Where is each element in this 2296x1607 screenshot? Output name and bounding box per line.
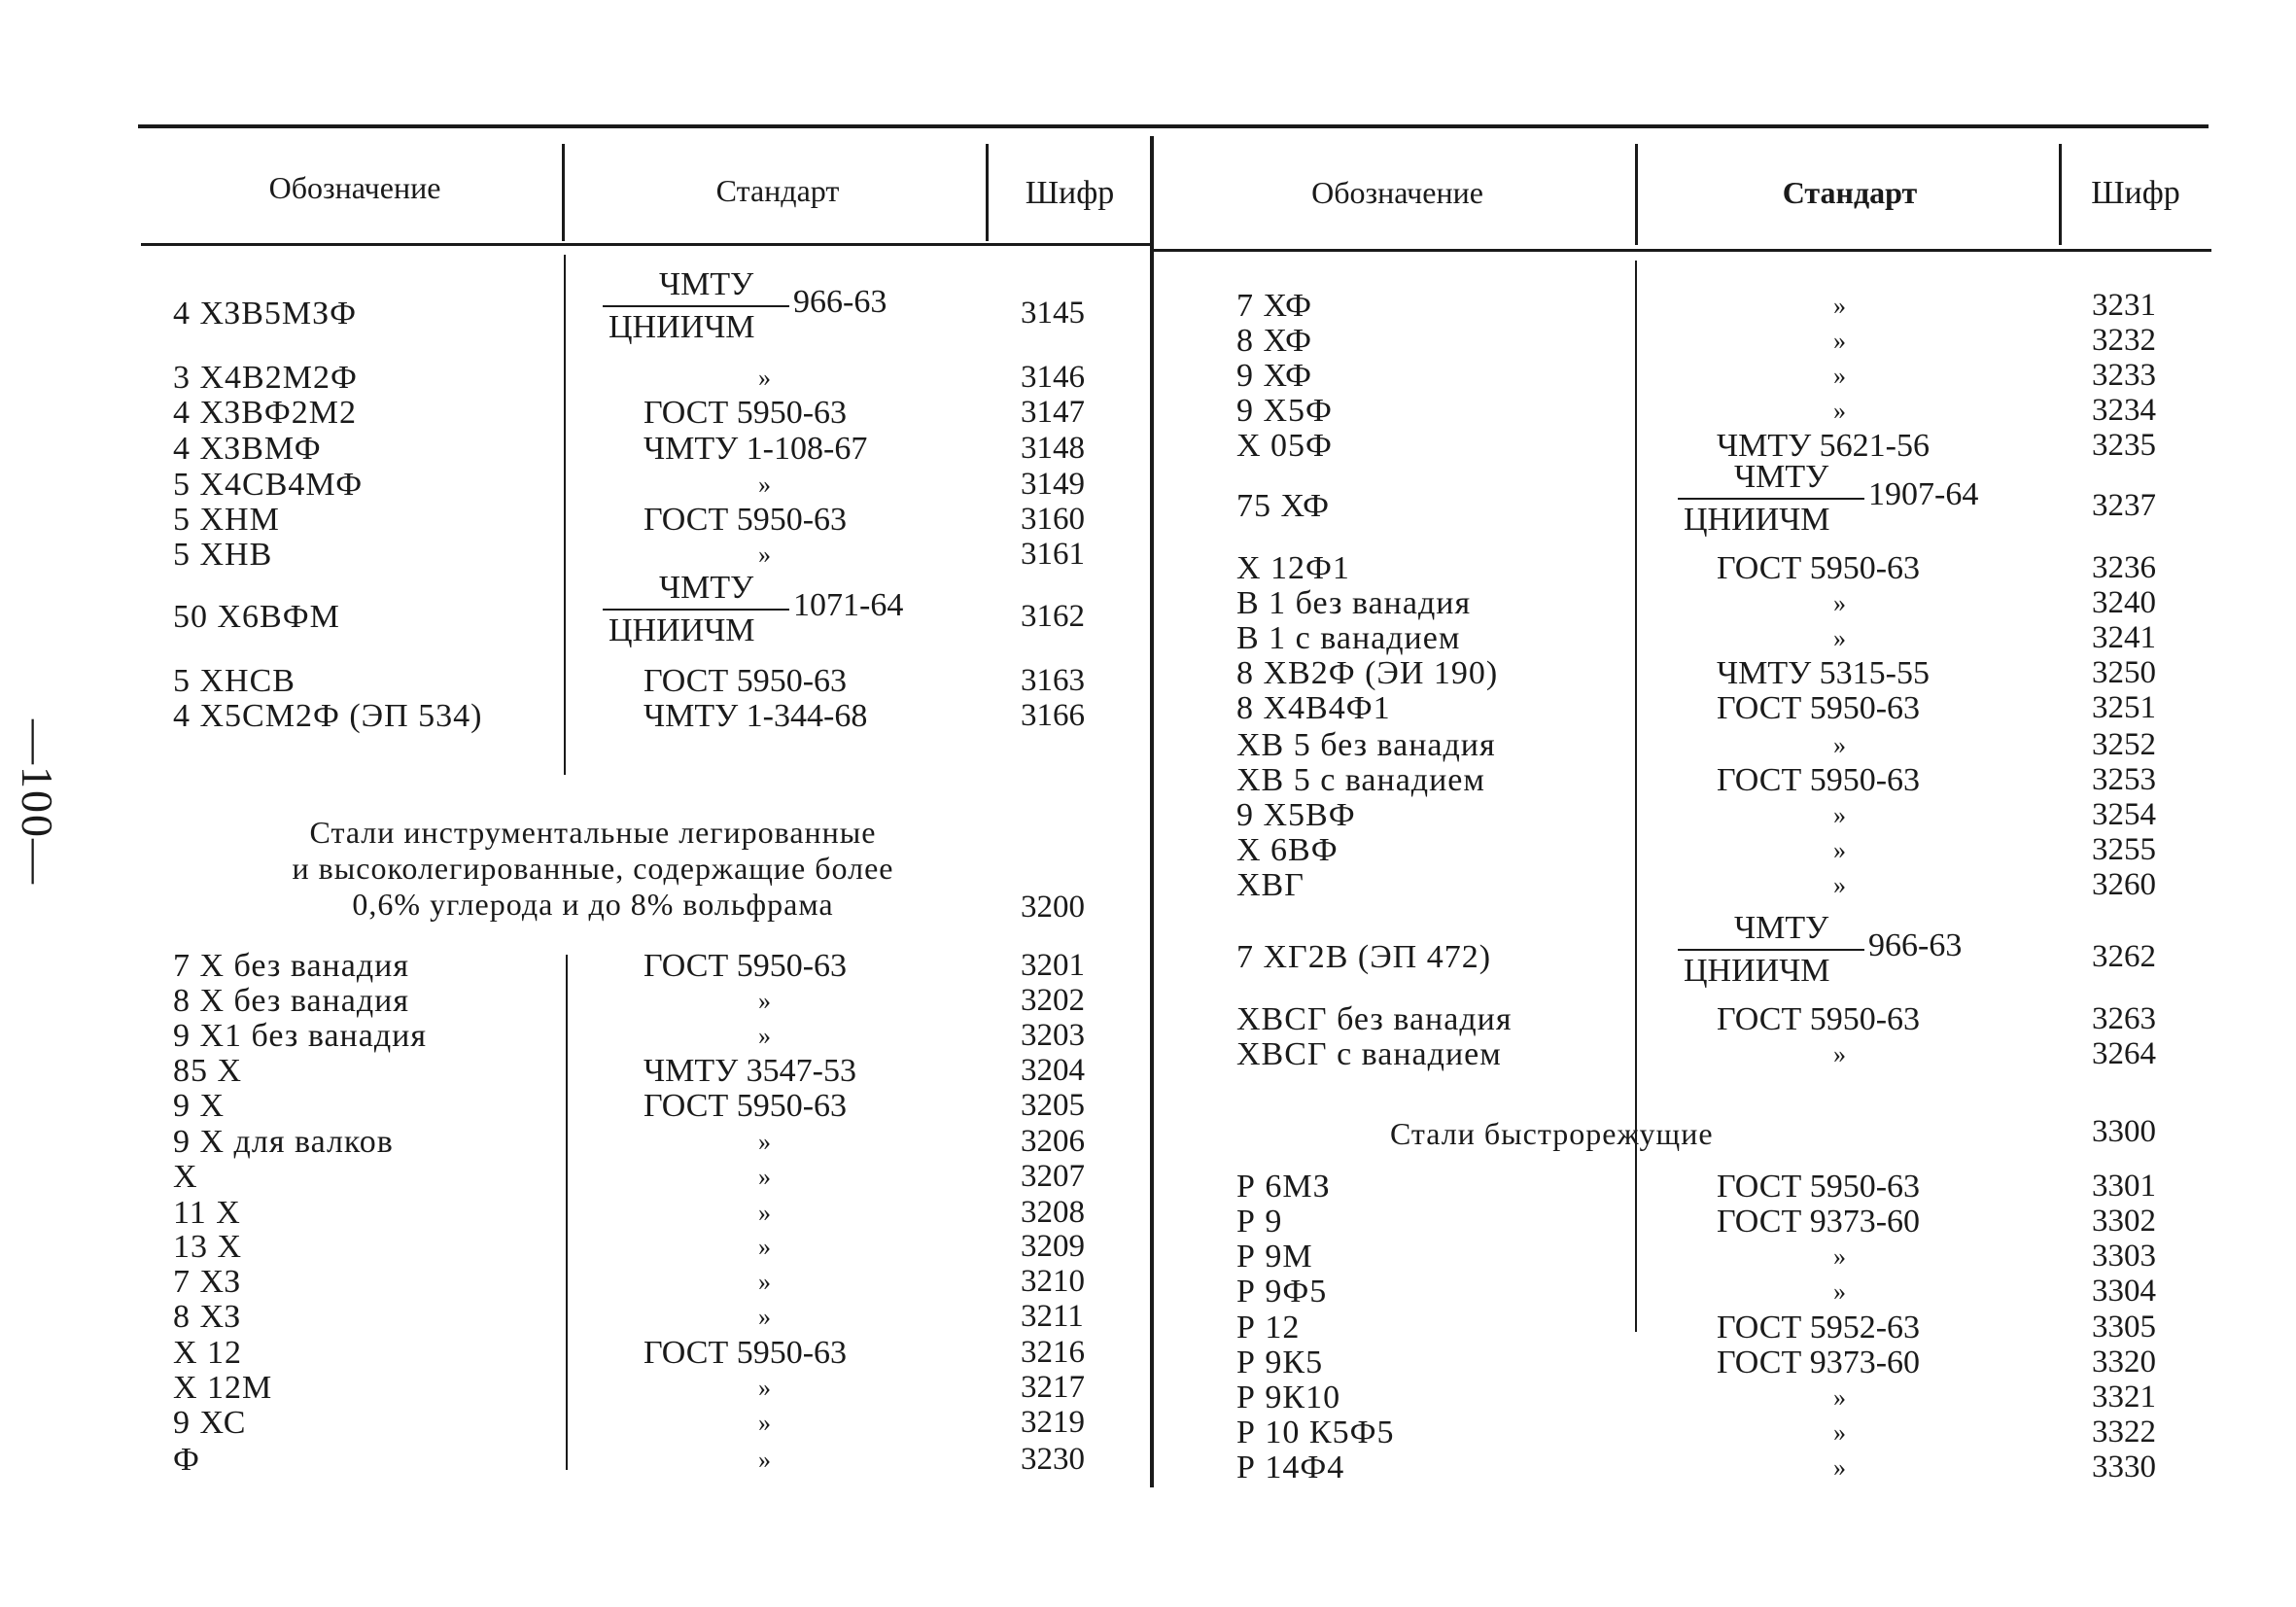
code: 3207: [1021, 1159, 1085, 1194]
standard: ГОСТ 5950-63: [644, 1335, 848, 1371]
ditto-mark: »: [758, 1446, 771, 1474]
code: 3252: [2092, 727, 2156, 762]
code: 3231: [2092, 288, 2156, 323]
header-designation: Обозначение: [268, 170, 441, 205]
code: 3301: [2092, 1169, 2156, 1204]
designation: Р 12: [1236, 1310, 1301, 1345]
fraction-bar: [1678, 949, 1864, 951]
designation: Х 05Ф: [1236, 428, 1333, 464]
code: 3240: [2092, 585, 2156, 620]
standard: ГОСТ 5952-63: [1717, 1310, 1921, 1345]
code: 3232: [2092, 323, 2156, 358]
code: 3236: [2092, 550, 2156, 585]
ditto-mark: »: [758, 987, 771, 1015]
page-number: —100—: [13, 719, 62, 886]
designation: 5 ХНВ: [173, 537, 273, 573]
ditto-mark: »: [1833, 1040, 1846, 1068]
code: 3163: [1021, 663, 1085, 698]
ditto-mark: »: [1833, 801, 1846, 829]
designation: 8 ХЗ: [173, 1299, 242, 1335]
ditto-mark: »: [1833, 589, 1846, 617]
standard: ГОСТ 9373-60: [1717, 1345, 1921, 1380]
column-divider: [2059, 144, 2062, 245]
standard: ГОСТ 5950-63: [644, 502, 848, 538]
fraction-bar: [1678, 498, 1864, 500]
ditto-mark: »: [1833, 624, 1846, 652]
designation: 7 ХЗ: [173, 1264, 242, 1300]
fraction-denominator: ЦНИИЧМ: [1684, 953, 1830, 989]
standard: ГОСТ 5950-63: [644, 395, 848, 431]
designation: 5 Х4СВ4МФ: [173, 467, 364, 503]
designation: 9 ХФ: [1236, 358, 1312, 394]
fraction-numerator: ЧМТУ: [1734, 459, 1829, 495]
fraction-bar: [603, 609, 789, 611]
fraction-numerator: ЧМТУ: [1734, 910, 1829, 946]
designation: 85 Х: [173, 1053, 243, 1089]
code: 3262: [2092, 939, 2156, 974]
designation: 3 Х4В2М2Ф: [173, 360, 358, 396]
designation: Р 9М: [1236, 1239, 1313, 1275]
code: 3211: [1021, 1299, 1084, 1334]
fraction-number: 1071-64: [793, 587, 904, 623]
fraction-denominator: ЦНИИЧМ: [1684, 502, 1830, 538]
section-heading-line: Стали инструментальные легированные: [309, 815, 877, 850]
designation: Р 9К10: [1236, 1380, 1341, 1415]
ditto-mark: »: [1833, 397, 1846, 425]
standard: ГОСТ 5950-63: [644, 948, 848, 984]
code: 3203: [1021, 1018, 1085, 1053]
code: 3146: [1021, 360, 1085, 395]
section-heading: Стали быстрорежущие: [1390, 1116, 1714, 1151]
header-code: Шифр: [2091, 175, 2180, 211]
standard: ГОСТ 5950-63: [1717, 1169, 1921, 1205]
ditto-mark: »: [1833, 836, 1846, 864]
standard-fraction: [603, 266, 914, 348]
code: 3263: [2092, 1001, 2156, 1036]
designation: Х 12: [173, 1335, 243, 1371]
designation: 9 ХС: [173, 1405, 247, 1441]
standard: ГОСТ 5950-63: [1717, 762, 1921, 798]
fraction-number: 966-63: [793, 284, 887, 320]
section-heading: [224, 815, 962, 923]
designation: 8 ХФ: [1236, 323, 1312, 359]
designation: 4 ХЗВФ2М2: [173, 395, 358, 431]
code: 3254: [2092, 797, 2156, 832]
designation: 4 ХЗВ5МЗФ: [173, 296, 358, 332]
designation: 4 Х5СМ2Ф (ЭП 534): [173, 698, 483, 734]
top-rule: [138, 124, 2209, 128]
code: 3162: [1021, 599, 1085, 634]
designation: Х: [173, 1159, 198, 1195]
code: 3208: [1021, 1195, 1085, 1230]
ditto-mark: »: [758, 364, 771, 392]
designation: Х 12М: [173, 1370, 273, 1406]
code: 3235: [2092, 428, 2156, 463]
designation: 13 Х: [173, 1229, 243, 1265]
ditto-mark: »: [758, 1163, 771, 1191]
standard: ГОСТ 5950-63: [644, 1088, 848, 1124]
ditto-mark: »: [758, 471, 771, 499]
header-rule-right: [1152, 249, 2211, 252]
fraction-bar: [603, 305, 789, 307]
standard: ЧМТУ 5621-56: [1717, 428, 1930, 464]
ditto-mark: »: [1833, 1277, 1846, 1306]
designation: Р 14Ф4: [1236, 1450, 1345, 1485]
ditto-mark: »: [758, 1303, 771, 1331]
designation: Ф: [173, 1442, 200, 1478]
standard: ЧМТУ 3547-53: [644, 1053, 856, 1089]
code: 3233: [2092, 358, 2156, 393]
code: 3205: [1021, 1088, 1085, 1123]
code: 3303: [2092, 1239, 2156, 1274]
standard-fraction: [1678, 459, 1989, 541]
designation: Х 6ВФ: [1236, 832, 1339, 868]
standard-fraction: [603, 570, 914, 651]
ditto-mark: »: [1833, 871, 1846, 899]
ditto-mark: »: [758, 1022, 771, 1050]
designation: 7 Х без ванадия: [173, 948, 409, 984]
section-heading-line: 0,6% углерода и до 8% вольфрама: [352, 887, 834, 922]
code: 3330: [2092, 1450, 2156, 1485]
column-divider: [564, 255, 566, 775]
ditto-mark: »: [758, 1409, 771, 1437]
standard: ЧМТУ 1-108-67: [644, 431, 868, 467]
code: 3264: [2092, 1036, 2156, 1071]
designation: 5 ХНСВ: [173, 663, 296, 699]
designation: ХВСГ с ванадием: [1236, 1036, 1502, 1072]
standard: ГОСТ 5950-63: [1717, 1001, 1921, 1037]
standard: ГОСТ 5950-63: [644, 663, 848, 699]
column-divider: [566, 955, 568, 1470]
standard: ГОСТ 9373-60: [1717, 1204, 1921, 1240]
designation: В 1 с ванадием: [1236, 620, 1461, 656]
code: 3302: [2092, 1204, 2156, 1239]
designation: Р 10 К5Ф5: [1236, 1415, 1395, 1450]
designation: 8 Х4В4Ф1: [1236, 690, 1391, 726]
ditto-mark: »: [1833, 292, 1846, 320]
code: 3145: [1021, 296, 1085, 331]
ditto-mark: »: [758, 1374, 771, 1402]
header-rule-left: [141, 243, 1152, 246]
ditto-mark: »: [1833, 1242, 1846, 1271]
code: 3255: [2092, 832, 2156, 867]
designation: ХВГ: [1236, 867, 1305, 903]
designation: В 1 без ванадия: [1236, 585, 1472, 621]
code: 3160: [1021, 502, 1085, 537]
designation: 9 Х для валков: [173, 1124, 394, 1160]
fraction-denominator: ЦНИИЧМ: [609, 612, 755, 648]
code: 3147: [1021, 395, 1085, 430]
code: 3250: [2092, 655, 2156, 690]
code: 3241: [2092, 620, 2156, 655]
code: 3253: [2092, 762, 2156, 797]
designation: Р 9: [1236, 1204, 1283, 1240]
header-standard: Стандарт: [1782, 175, 1918, 210]
code: 3305: [2092, 1310, 2156, 1345]
code: 3234: [2092, 393, 2156, 428]
designation: ХВ 5 с ванадием: [1236, 762, 1485, 798]
center-divider: [1150, 136, 1154, 1487]
header-code: Шифр: [1025, 175, 1115, 211]
ditto-mark: »: [758, 1233, 771, 1261]
ditto-mark: »: [1833, 1383, 1846, 1412]
ditto-mark: »: [758, 1268, 771, 1296]
header-designation: Обозначение: [1311, 175, 1483, 210]
ditto-mark: »: [1833, 1453, 1846, 1482]
designation: 50 Х6ВФМ: [173, 599, 340, 635]
code: 3202: [1021, 983, 1085, 1018]
standard: ГОСТ 5950-63: [1717, 550, 1921, 586]
designation: 7 ХФ: [1236, 288, 1312, 324]
fraction-number: 1907-64: [1868, 476, 1979, 512]
designation: 9 Х: [173, 1088, 226, 1124]
designation: Р 9Ф5: [1236, 1274, 1328, 1310]
designation: 8 Х без ванадия: [173, 983, 409, 1019]
designation: 5 ХНМ: [173, 502, 280, 538]
designation: Р 6МЗ: [1236, 1169, 1331, 1205]
designation: 11 Х: [173, 1195, 241, 1231]
designation: 75 ХФ: [1236, 488, 1330, 524]
code: 3166: [1021, 698, 1085, 733]
code: 3206: [1021, 1124, 1085, 1159]
code: 3230: [1021, 1442, 1085, 1477]
section-code: 3200: [1021, 890, 1085, 925]
fraction-denominator: ЦНИИЧМ: [609, 309, 755, 345]
ditto-mark: »: [1833, 731, 1846, 759]
designation: 9 Х5Ф: [1236, 393, 1333, 429]
standard: ЧМТУ 5315-55: [1717, 655, 1930, 691]
ditto-mark: »: [1833, 327, 1846, 355]
code: 3260: [2092, 867, 2156, 902]
code: 3237: [2092, 488, 2156, 523]
header-standard: Стандарт: [715, 173, 840, 208]
code: 3251: [2092, 690, 2156, 725]
code: 3322: [2092, 1415, 2156, 1450]
ditto-mark: »: [758, 1128, 771, 1156]
section-heading-line: и высоколегированные, содержащие более: [292, 851, 894, 886]
standard-fraction: [1678, 910, 1989, 992]
code: 3219: [1021, 1405, 1085, 1440]
ditto-mark: »: [758, 1199, 771, 1227]
designation: ХВ 5 без ванадия: [1236, 727, 1496, 763]
designation: 9 Х1 без ванадия: [173, 1018, 427, 1054]
code: 3321: [2092, 1380, 2156, 1415]
ditto-mark: »: [758, 541, 771, 569]
fraction-number: 966-63: [1868, 927, 1963, 963]
ditto-mark: »: [1833, 1418, 1846, 1447]
code: 3210: [1021, 1264, 1085, 1299]
code: 3204: [1021, 1053, 1085, 1088]
code: 3320: [2092, 1345, 2156, 1380]
standard: ЧМТУ 1-344-68: [644, 698, 868, 734]
designation: 9 Х5ВФ: [1236, 797, 1356, 833]
designation: 4 ХЗВМФ: [173, 431, 322, 467]
section-code: 3300: [2092, 1114, 2156, 1149]
designation: 8 ХВ2Ф (ЭИ 190): [1236, 655, 1499, 691]
designation: Х 12Ф1: [1236, 550, 1350, 586]
code: 3209: [1021, 1229, 1085, 1264]
code: 3161: [1021, 537, 1085, 572]
code: 3304: [2092, 1274, 2156, 1309]
fraction-numerator: ЧМТУ: [659, 570, 754, 606]
fraction-numerator: ЧМТУ: [659, 266, 754, 302]
code: 3201: [1021, 948, 1085, 983]
code: 3148: [1021, 431, 1085, 466]
designation: Р 9К5: [1236, 1345, 1324, 1380]
ditto-mark: »: [1833, 362, 1846, 390]
code: 3217: [1021, 1370, 1085, 1405]
column-divider: [1635, 261, 1637, 1332]
code: 3216: [1021, 1335, 1085, 1370]
code: 3149: [1021, 467, 1085, 502]
designation: ХВСГ без ванадия: [1236, 1001, 1513, 1037]
standard: ГОСТ 5950-63: [1717, 690, 1921, 726]
designation: 7 ХГ2В (ЭП 472): [1236, 939, 1492, 975]
